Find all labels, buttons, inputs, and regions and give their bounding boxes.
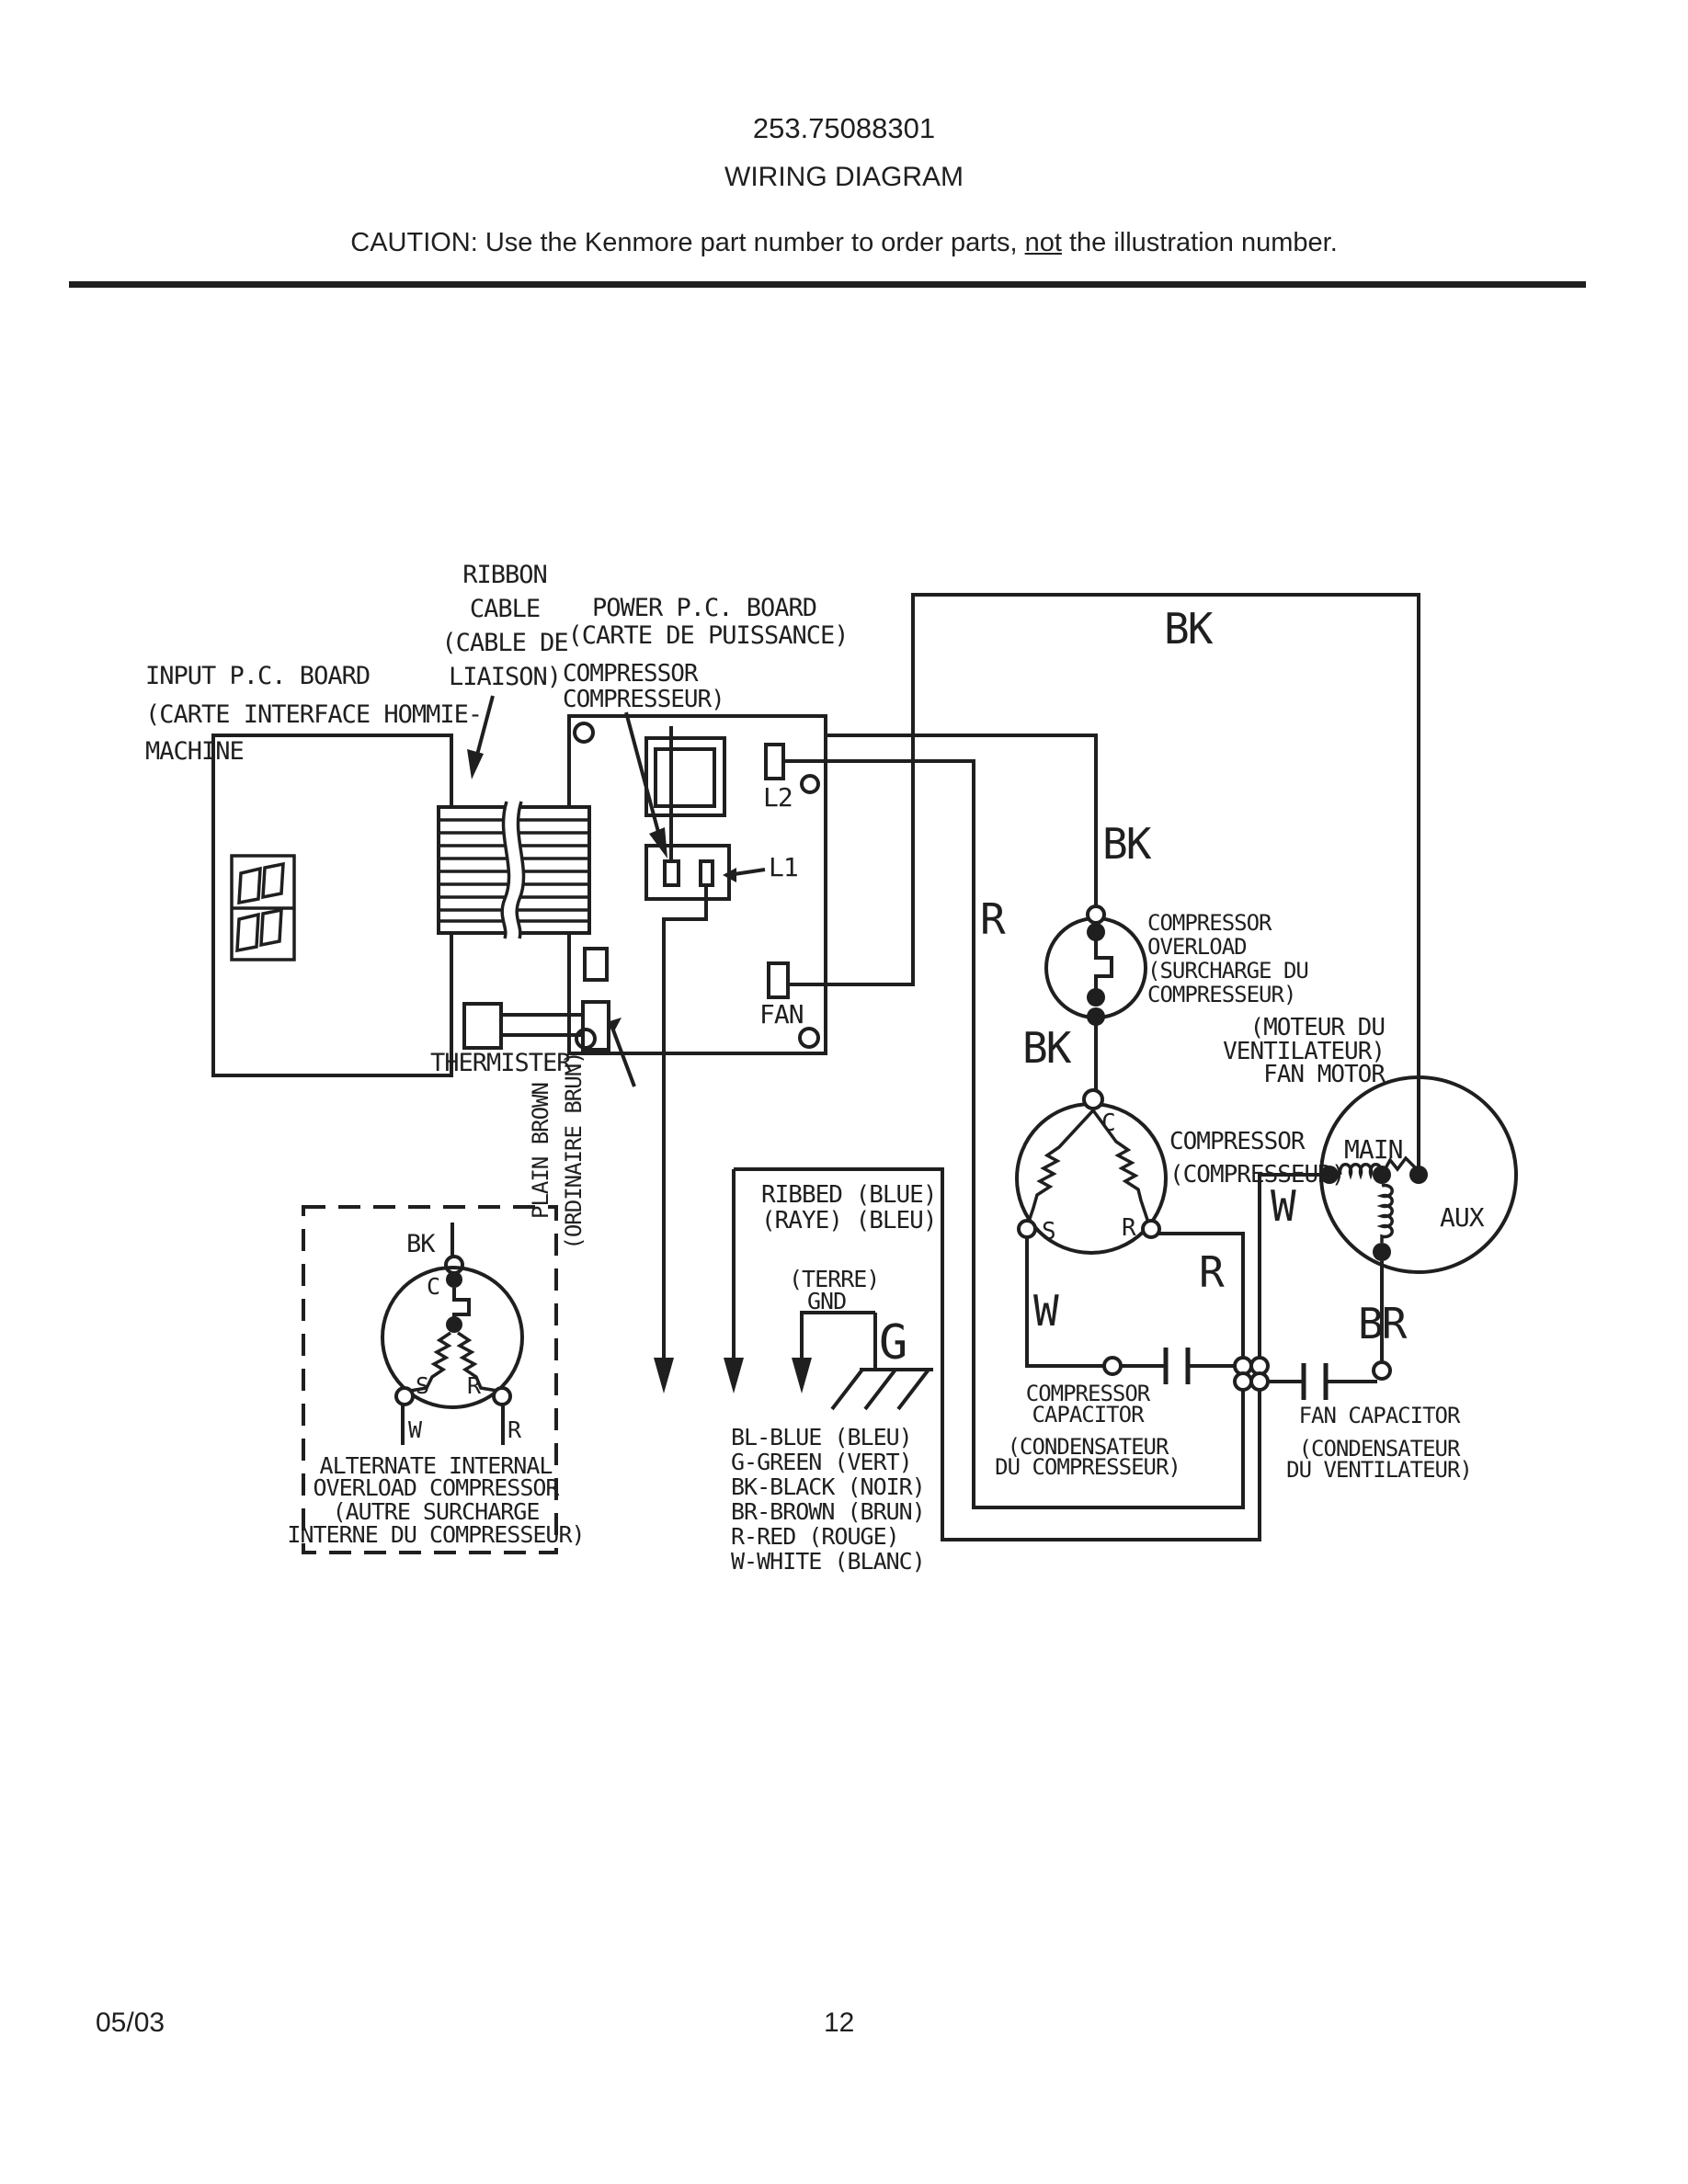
power-cord-arrow-blue	[724, 1358, 744, 1393]
wire-label-br: BR	[1358, 1299, 1406, 1348]
caution-prefix: CAUTION: Use the Kenmore part number to order parts,	[350, 228, 1025, 257]
legend-item: BL-BLUE (BLEU)	[731, 1424, 912, 1450]
compressor-r-label: R	[1122, 1214, 1135, 1242]
comp-capacitor-label: (CONDENSATEUR	[1007, 1434, 1169, 1460]
compressor-s-label: S	[1042, 1218, 1055, 1246]
display-segment	[263, 864, 283, 897]
fan-label: FAN	[759, 999, 804, 1029]
fan-motor-label: VENTILATEUR)	[1223, 1038, 1385, 1065]
display-segment	[239, 869, 260, 903]
wire-label-bk-top: BK	[1164, 604, 1212, 654]
compressor-label: (COMPRESSEUR)	[1169, 1161, 1345, 1189]
alt-s-label: S	[416, 1372, 429, 1399]
fan-motor-label: (MOTEUR DU	[1249, 1014, 1385, 1041]
compressor-c-terminal	[1084, 1090, 1102, 1109]
display-segment	[237, 915, 258, 950]
plain-brown-label: (ORDINAIRE BRUN)	[561, 1052, 587, 1250]
comp-capacitor-label: DU COMPRESSEUR)	[995, 1454, 1180, 1480]
ground-symbol-slash	[865, 1370, 895, 1409]
wire-label-w-comp: W	[1033, 1286, 1057, 1336]
wire-label-bk-mid: BK	[1102, 819, 1150, 869]
fan-aux-label: AUX	[1440, 1202, 1484, 1233]
legend-item: BR-BROWN (BRUN)	[731, 1498, 925, 1525]
ribbon-cable-label: (CABLE DE	[441, 629, 568, 657]
fan-capacitor-label: FAN CAPACITOR	[1298, 1403, 1460, 1428]
board-hole	[802, 776, 818, 792]
ribbon-break-gap	[509, 800, 516, 940]
power-board-label: (CARTE DE PUISSANCE)	[567, 621, 849, 650]
board-hole	[576, 1029, 595, 1048]
plain-brown-label: PLAIN BROWN	[528, 1083, 553, 1219]
compressor-conn-label: COMPRESSOR	[563, 660, 698, 688]
alt-caption: (AUTRE SURCHARGE	[332, 1498, 540, 1525]
overload-contact-dot	[1087, 988, 1105, 1007]
junction-terminal	[1251, 1373, 1268, 1390]
alt-s-terminal	[396, 1388, 413, 1405]
power-cord-arrow-brown	[654, 1358, 674, 1393]
ground-symbol-slash	[832, 1370, 862, 1409]
l1-label: L1	[769, 852, 798, 882]
alt-contact-dot	[446, 1316, 462, 1333]
comp-capacitor-label: CAPACITOR	[1032, 1402, 1144, 1428]
fan-aux-winding	[1382, 1186, 1392, 1243]
l1-pin-right	[701, 861, 713, 885]
power-cord-arrow-ground	[792, 1358, 812, 1393]
junction-terminal	[1235, 1373, 1251, 1390]
alt-overload-switch	[454, 1288, 469, 1318]
l2-terminal	[766, 745, 783, 779]
transformer-core	[656, 749, 714, 806]
capacitor-terminal	[1104, 1358, 1121, 1374]
overload-label: OVERLOAD	[1147, 934, 1247, 960]
board-pin	[585, 949, 607, 980]
alt-caption: INTERNE DU COMPRESSEUR)	[287, 1521, 585, 1548]
caution-suffix: the illustration number.	[1061, 228, 1338, 257]
overload-label: COMPRESSEUR)	[1147, 982, 1296, 1007]
legend-item: G-GREEN (VERT)	[731, 1449, 912, 1475]
overload-top-terminal	[1088, 906, 1104, 923]
footer-page-number: 12	[824, 2008, 855, 2038]
power-board-label: POWER P.C. BOARD	[591, 594, 817, 622]
input-pc-board	[213, 735, 451, 1075]
comp-capacitor-label: COMPRESSOR	[1025, 1381, 1150, 1406]
compressor-label: COMPRESSOR	[1169, 1128, 1305, 1155]
wire-l1-brown-lead	[664, 885, 706, 1359]
part-number: 253.75088301	[752, 112, 936, 144]
l1-connector	[646, 846, 729, 899]
caution-underlined-word: not	[1024, 228, 1062, 257]
fan-motor-label: FAN MOTOR	[1263, 1061, 1385, 1088]
fan-capacitor-label: (CONDENSATEUR	[1298, 1436, 1460, 1462]
input-board-label: (CARTE INTERFACE HOMMIE-	[145, 700, 483, 729]
l2-label: L2	[763, 782, 793, 813]
overload-switch	[1096, 940, 1112, 989]
fan-common-terminal	[1373, 1166, 1391, 1184]
ribbon-cable-label: LIAISON)	[448, 663, 562, 691]
thermister-label: THERMISTER	[430, 1049, 571, 1077]
overload-label: (SURCHARGE DU	[1147, 958, 1308, 984]
alt-w-label: W	[408, 1416, 422, 1443]
ribbed-blue-label: (RAYE) (BLEU)	[761, 1207, 937, 1234]
ribbed-blue-label: RIBBED (BLUE)	[761, 1181, 937, 1209]
overload-label: COMPRESSOR	[1147, 910, 1272, 936]
ribbon-cable-label: RIBBON	[462, 561, 547, 589]
compressor-conn-label: COMPRESSEUR)	[563, 686, 724, 713]
alt-r-label: R	[467, 1372, 481, 1399]
legend-item: R-RED (ROUGE)	[731, 1523, 899, 1550]
wire-label-bk-low: BK	[1022, 1023, 1070, 1073]
alt-caption: ALTERNATE INTERNAL	[319, 1452, 553, 1479]
fan-capacitor-label: DU VENTILATEUR)	[1286, 1457, 1472, 1483]
wire-label-w-fan: W	[1271, 1181, 1295, 1231]
display-segment	[261, 910, 281, 945]
ribbon-cable-label: CABLE	[469, 595, 541, 623]
wire-label-r-l2: R	[980, 894, 1004, 944]
l1-pin-left	[665, 861, 679, 885]
fan-capacitor-terminal	[1374, 1362, 1390, 1379]
wire-ground-lead	[802, 1313, 875, 1359]
compressor-leader-arrowhead	[649, 827, 667, 859]
gnd-label: GND	[807, 1288, 847, 1314]
fan-main-label: MAIN	[1344, 1134, 1403, 1165]
fan-aux-terminal	[1373, 1243, 1391, 1261]
page-title: WIRING DIAGRAM	[724, 162, 964, 192]
thermister-pointer	[612, 1028, 634, 1086]
fan-terminal	[769, 963, 788, 997]
input-board-label: MACHINE	[145, 737, 244, 766]
overload-contact-dot	[1087, 923, 1105, 941]
alt-r-terminal	[494, 1388, 510, 1405]
compressor-r-terminal	[1143, 1221, 1159, 1237]
alt-bk-label: BK	[406, 1230, 435, 1258]
board-hole	[800, 1029, 818, 1047]
legend-item: W-WHITE (BLANC)	[731, 1548, 925, 1575]
alt-c-terminal	[446, 1257, 462, 1273]
alt-contact-dot	[446, 1271, 462, 1288]
thermister-body	[464, 1004, 501, 1048]
compressor-c-label: C	[1101, 1109, 1115, 1137]
ground-symbol-slash	[898, 1370, 929, 1409]
terre-label: (TERRE)	[789, 1266, 880, 1292]
ground-g-label: G	[879, 1315, 907, 1371]
alt-r2-label: R	[508, 1416, 521, 1443]
ribbon-leader-arrowhead	[467, 749, 484, 779]
alt-c-label: C	[427, 1273, 440, 1300]
alt-caption: OVERLOAD COMPRESSOR	[313, 1474, 559, 1501]
compressor-s-terminal	[1019, 1221, 1035, 1237]
footer-date: 05/03	[96, 2008, 165, 2038]
fan-bk-terminal	[1409, 1166, 1428, 1184]
legend-item: BK-BLACK (NOIR)	[731, 1473, 925, 1500]
board-hole	[575, 723, 593, 742]
input-board-label: INPUT P.C. BOARD	[145, 662, 371, 690]
wire-label-r-comp: R	[1199, 1247, 1223, 1297]
